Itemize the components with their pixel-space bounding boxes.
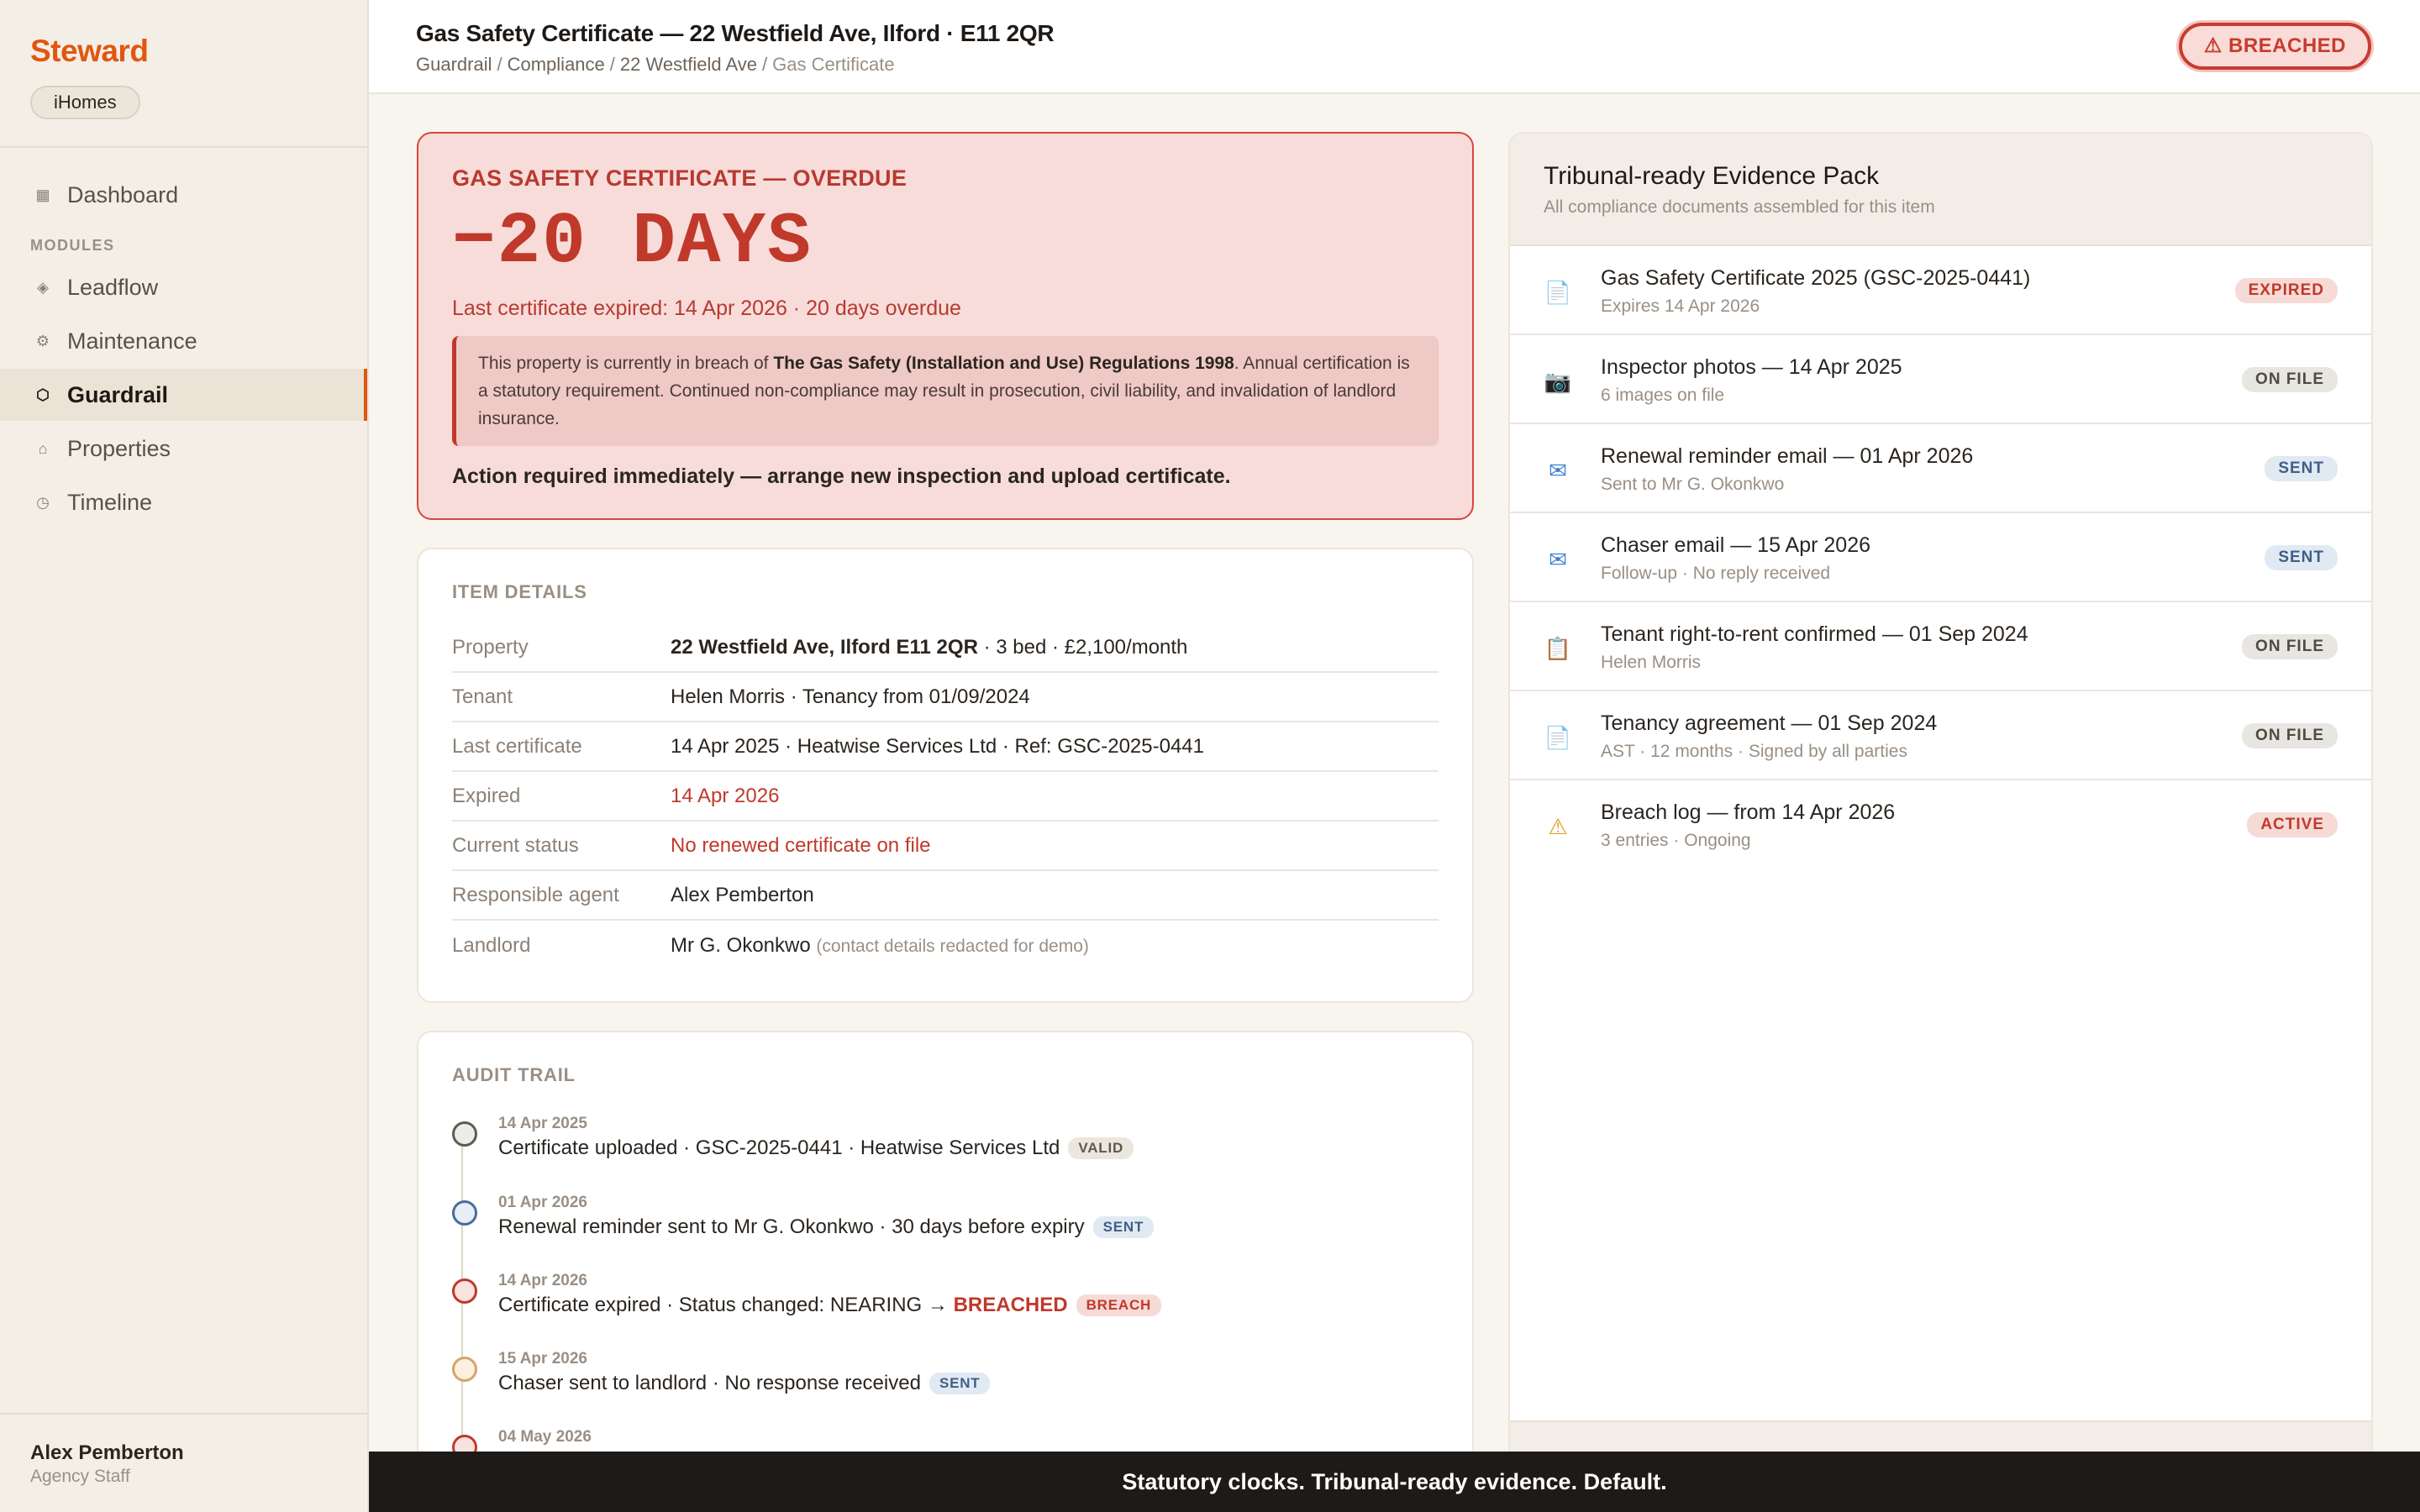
sidebar-item-properties[interactable] [0,423,367,475]
sidebar-item-dashboard[interactable] [0,169,367,221]
user-role: Agency Staff [30,1467,130,1486]
timeline-text-body: Certificate uploaded · GSC-2025-0441 · Heatwise Services Ltd [498,1137,1060,1159]
detail-key: Landlord [452,933,531,957]
timeline-text [498,1372,990,1395]
status-badge: ACTIVE [2247,812,2338,837]
status-badge: SENT [929,1373,991,1394]
landlord-name: Mr G. Okonkwo [671,933,811,957]
detail-value: 14 Apr 2025 · Heatwise Services Ltd · Ref: GSC-2025-0441 [671,734,1204,758]
org-switcher[interactable]: iHomes [30,86,140,119]
timeline-date: 15 Apr 2026 [498,1350,587,1368]
evidence-meta: Sent to Mr G. Okonkwo [1601,475,1785,494]
detail-key: Current status [452,833,579,857]
breadcrumb-separator: / [497,54,502,75]
sidebar-item-label: Leadflow [67,274,159,300]
timeline-text-body: Renewal reminder sent to Mr G. Okonkwo · 30 days before expiry [498,1215,1085,1238]
overdue-subtitle: Last certificate expired: 14 Apr 2026 · 20 days overdue [452,297,961,320]
status-badge: VALID [1068,1137,1134,1159]
brand-logo[interactable]: Steward [30,34,149,68]
breadcrumb-guardrail[interactable]: Guardrail [416,54,492,75]
timeline-entry [452,1338,1435,1405]
evidence-meta: Expires 14 Apr 2026 [1601,297,1760,316]
timeline-text-body: Chaser sent to landlord · No response received [498,1372,921,1394]
breached-status-button[interactable]: ⚠ BREACHED [2179,23,2371,70]
regulation-name: The Gas Safety (Installation and Use) Regulations 1998 [773,354,1234,373]
tagline-banner: Statutory clocks. Tribunal-ready evidence. Default. [369,1452,2420,1512]
evidence-pack-subtitle: All compliance documents assembled for this item [1544,197,1935,217]
status-badge: SENT [2265,456,2338,481]
evidence-meta: Helen Morris [1601,653,1702,672]
audit-trail-card [417,1031,1474,1512]
detail-value [671,636,1187,659]
item-details-card [417,548,1474,1003]
evidence-name: Inspector photos — 14 Apr 2025 [1601,355,1902,379]
detail-key: Tenant [452,685,513,708]
timeline-dot [452,1200,477,1226]
email-icon: ✉ [1549,458,1567,483]
property-summary: · 3 bed · £2,100/month [977,635,1188,659]
sidebar-item-label: Guardrail [67,381,169,407]
diamond-icon: ◈ [37,278,49,296]
detail-value [671,934,1089,958]
status-badge: ON FILE [2242,367,2338,392]
evidence-pack-header [1510,134,2371,246]
timeline-entry [452,1182,1435,1249]
evidence-meta: AST · 12 months · Signed by all parties [1601,742,1907,761]
sidebar-item-leadflow[interactable] [0,261,367,313]
section-heading: ITEM DETAILS [452,581,587,602]
sidebar-item-label: Timeline [67,489,153,515]
overdue-days-counter: −20 DAYS [452,201,813,283]
sidebar-divider [0,146,367,148]
timeline-text [498,1137,1134,1160]
timeline-dot [452,1121,477,1147]
page-title: Gas Safety Certificate — 22 Westfield Ave, Ilford · E11 2QR [416,20,1055,46]
evidence-item[interactable] [1510,691,2371,780]
detail-value: Alex Pemberton [671,883,814,906]
hexagon-icon: ⬡ [36,386,50,403]
detail-row-last-certificate [452,722,1439,772]
redacted-note: (contact details redacted for demo) [816,936,1089,956]
sidebar-item-guardrail[interactable] [0,369,367,421]
notice-text: . Annual certification is a statutory requirement. Continued non-compliance may result in prosecution, civil liability, and invalidation of landlord insurance. [478,354,1410,428]
status-badge: ON FILE [2242,634,2338,659]
evidence-name: Renewal reminder email — 01 Apr 2026 [1601,444,1974,468]
property-address[interactable]: 22 Westfield Ave, Ilford E11 2QR [671,635,978,659]
evidence-name: Gas Safety Certificate 2025 (GSC-2025-0441) [1601,266,2031,290]
detail-value: Helen Morris · Tenancy from 01/09/2024 [671,685,1030,708]
breadcrumb-property[interactable]: 22 Westfield Ave [619,54,757,75]
detail-row-property [452,623,1439,673]
sidebar-item-maintenance[interactable] [0,315,367,367]
section-heading: AUDIT TRAIL [452,1064,576,1085]
detail-row-landlord [452,921,1439,970]
timeline-text [498,1215,1154,1239]
status-badge: ON FILE [2242,723,2338,748]
clock-icon: ◷ [36,493,50,511]
breadcrumb-compliance[interactable]: Compliance [507,54,605,75]
breadcrumb [416,54,895,76]
evidence-meta: Follow-up · No reply received [1601,564,1831,583]
house-icon: ⌂ [38,439,48,457]
sidebar-item-label: Dashboard [67,181,179,207]
evidence-item[interactable] [1510,780,2371,869]
overdue-title: GAS SAFETY CERTIFICATE — OVERDUE [452,165,908,191]
document-icon: 📄 [1544,280,1572,305]
detail-key: Expired [452,784,521,807]
timeline-date: 04 May 2026 [498,1428,592,1446]
timeline-entry [452,1103,1435,1170]
email-icon: ✉ [1549,547,1567,572]
sidebar-item-timeline[interactable] [0,476,367,528]
evidence-item[interactable] [1510,246,2371,335]
detail-key: Property [452,635,529,659]
status-badge: SENT [1093,1216,1155,1238]
evidence-meta: 3 entries · Ongoing [1601,831,1751,850]
document-icon: 📄 [1544,725,1572,750]
gear-icon: ⚙ [35,332,50,349]
timeline-dot [452,1278,477,1304]
camera-icon: 📷 [1544,369,1572,394]
evidence-item[interactable] [1510,602,2371,691]
detail-row-current-status [452,822,1439,871]
evidence-item[interactable] [1510,424,2371,513]
detail-key: Responsible agent [452,883,619,906]
sidebar-item-label: Properties [67,435,171,461]
detail-row-expired [452,772,1439,822]
sidebar-divider [0,1413,367,1415]
evidence-item[interactable] [1510,335,2371,424]
page-header [369,0,2420,94]
timeline-entry [452,1260,1435,1327]
breadcrumb-separator: / [761,54,768,75]
status-badge: BREACH [1076,1294,1162,1316]
evidence-meta: 6 images on file [1601,386,1725,405]
sidebar [0,0,369,1512]
timeline-dot [452,1357,477,1382]
evidence-name: Breach log — from 14 Apr 2026 [1601,801,1896,824]
grid-icon: ▦ [35,186,50,203]
status-badge: SENT [2265,545,2338,570]
overdue-alert-card [417,132,1474,520]
detail-row-tenant [452,673,1439,722]
evidence-name: Tenant right-to-rent confirmed — 01 Sep 2024 [1601,622,2028,646]
detail-value: 14 Apr 2026 [671,784,780,807]
detail-value: No renewed certificate on file [671,833,931,857]
detail-key: Last certificate [452,734,582,758]
user-name[interactable]: Alex Pemberton [30,1441,184,1464]
modules-heading: MODULES [30,237,115,254]
action-required-text: Action required immediately — arrange new inspection and upload certificate. [452,465,1231,488]
breadcrumb-separator: / [609,54,615,75]
evidence-name: Tenancy agreement — 01 Sep 2024 [1601,711,1938,735]
clipboard-icon: 📋 [1544,636,1572,661]
sidebar-item-label: Maintenance [67,328,197,354]
timeline-text-body: Certificate expired · Status changed: NEARING → [498,1294,954,1316]
timeline-text [498,1294,1161,1317]
evidence-item[interactable] [1510,513,2371,602]
timeline-date: 01 Apr 2026 [498,1194,587,1211]
breach-notice [452,336,1439,446]
status-badge: EXPIRED [2235,278,2338,303]
timeline-date: 14 Apr 2025 [498,1115,587,1132]
evidence-pack-panel [1508,132,2373,1512]
breadcrumb-current: Gas Certificate [772,54,895,75]
evidence-name: Chaser email — 15 Apr 2026 [1601,533,1871,557]
warning-icon: ⚠ [1548,814,1568,839]
notice-text: This property is currently in breach of [478,354,774,373]
breached-status-text: BREACHED [953,1294,1068,1316]
timeline-date: 14 Apr 2026 [498,1272,587,1289]
detail-row-responsible-agent [452,871,1439,921]
evidence-pack-title: Tribunal-ready Evidence Pack [1544,162,1880,190]
